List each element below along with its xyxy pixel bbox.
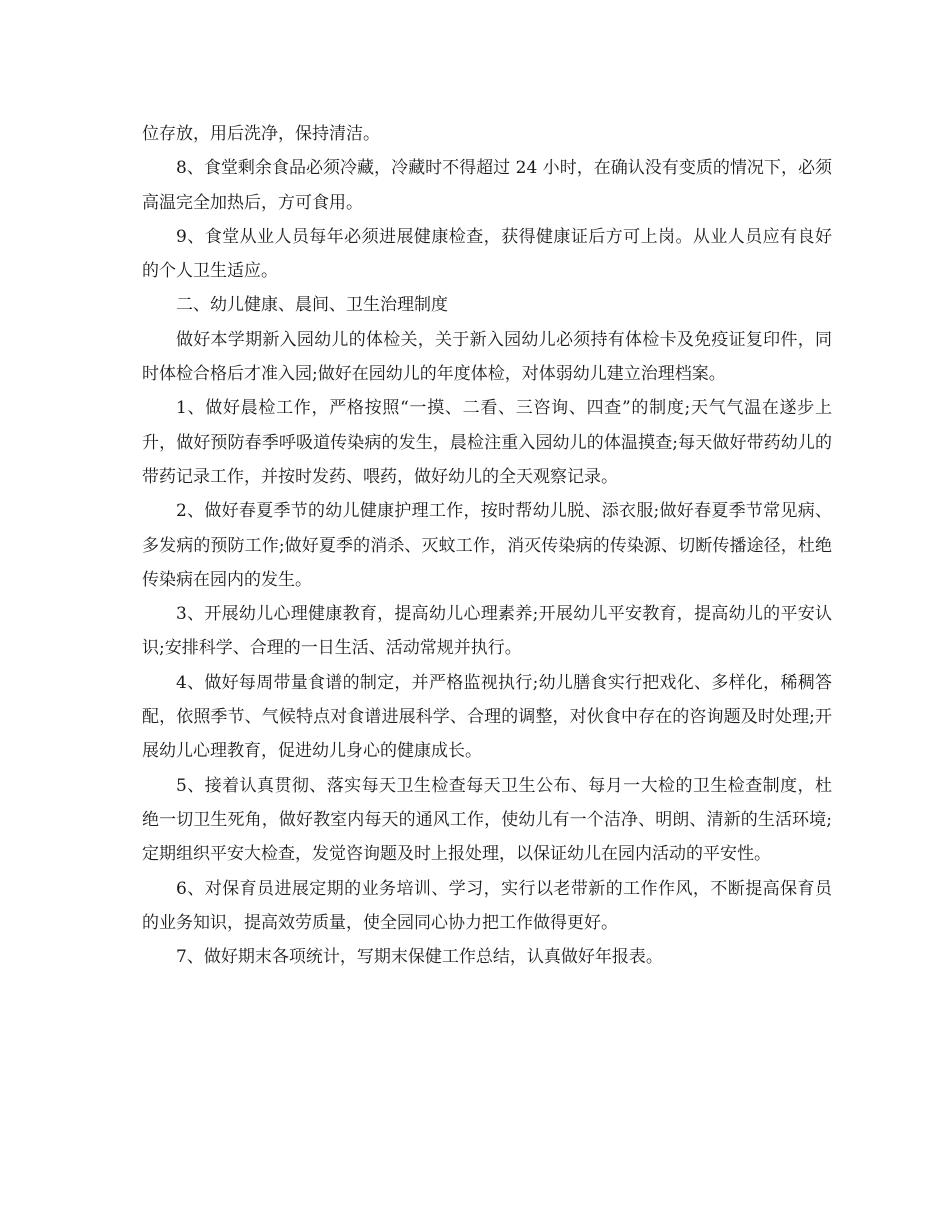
paragraph-item-4: 4、做好每周带量食谱的制定，并严格监视执行;幼儿膳食实行把戏化、多样化，稀稠答配，依照季节、气候特点对食谱进展科学、合理的调整，对伙食中存在的咨询题及时处理;开展幼儿心理教育，促进幼儿身心的健康成长。 [142, 672, 832, 762]
paragraph-intro: 做好本学期新入园幼儿的体检关，关于新入园幼儿必须持有体检卡及免疫证复印件，同时体检合格后才准入园;做好在园幼儿的年度体检，对体弱幼儿建立治理档案。 [142, 329, 832, 385]
section-heading: 二、幼儿健康、晨间、卫生治理制度 [176, 295, 448, 316]
paragraph-item-7: 7、做好期末各项统计，写期末保健工作总结，认真做好年报表。 [176, 947, 663, 968]
paragraph-item-6: 6、对保育员进展定期的业务培训、学习，实行以老带新的工作作风，不断提高保育员的业务知识，提高效劳质量，使全园同心协力把工作做得更好。 [142, 878, 832, 933]
paragraph-item-5: 5、接着认真贯彻、落实每天卫生检查每天卫生公布、每月一大检的卫生检查制度，杜绝一切卫生死角，做好教室内每天的通风工作，使幼儿有一个洁净、明朗、清新的生活环境;定期组织平安大检查，发觉咨询题及时上报处理，以保证幼儿在园内活动的平安性。 [142, 775, 832, 865]
paragraph-item-8: 8、食堂剩余食品必须冷藏，冷藏时不得超过 24 小时，在确认没有变质的情况下，必须高温完全加热后，方可食用。 [142, 158, 832, 213]
paragraph-item-3: 3、开展幼儿心理健康教育，提高幼儿心理素养;开展幼儿平安教育，提高幼儿的平安认识;安排科学、合理的一日生活、活动常规并执行。 [142, 604, 832, 659]
document-body [142, 117, 832, 974]
paragraph-continued: 位存放，用后洗净，保持清洁。 [142, 124, 380, 144]
paragraph-item-1: 1、做好晨检工作，严格按照“一摸、二看、三咨询、四查”的制度;天气气温在遂步上升，做好预防春季呼吸道传染病的发生，晨检注重入园幼儿的体温摸查;每天做好带药幼儿的带药记录工作，并按时发药、喂药，做好幼儿的全天观察记录。 [142, 398, 832, 487]
paragraph-item-9: 9、食堂从业人员每年必须进展健康检查，获得健康证后方可上岗。从业人员应有良好的个人卫生适应。 [142, 226, 832, 282]
paragraph-item-2: 2、做好春夏季节的幼儿健康护理工作，按时帮幼儿脱、添衣服;做好春夏季节常见病、多发病的预防工作;做好夏季的消杀、灭蚊工作，消灭传染病的传染源、切断传播途径，杜绝传染病在园内的发生。 [142, 501, 832, 590]
